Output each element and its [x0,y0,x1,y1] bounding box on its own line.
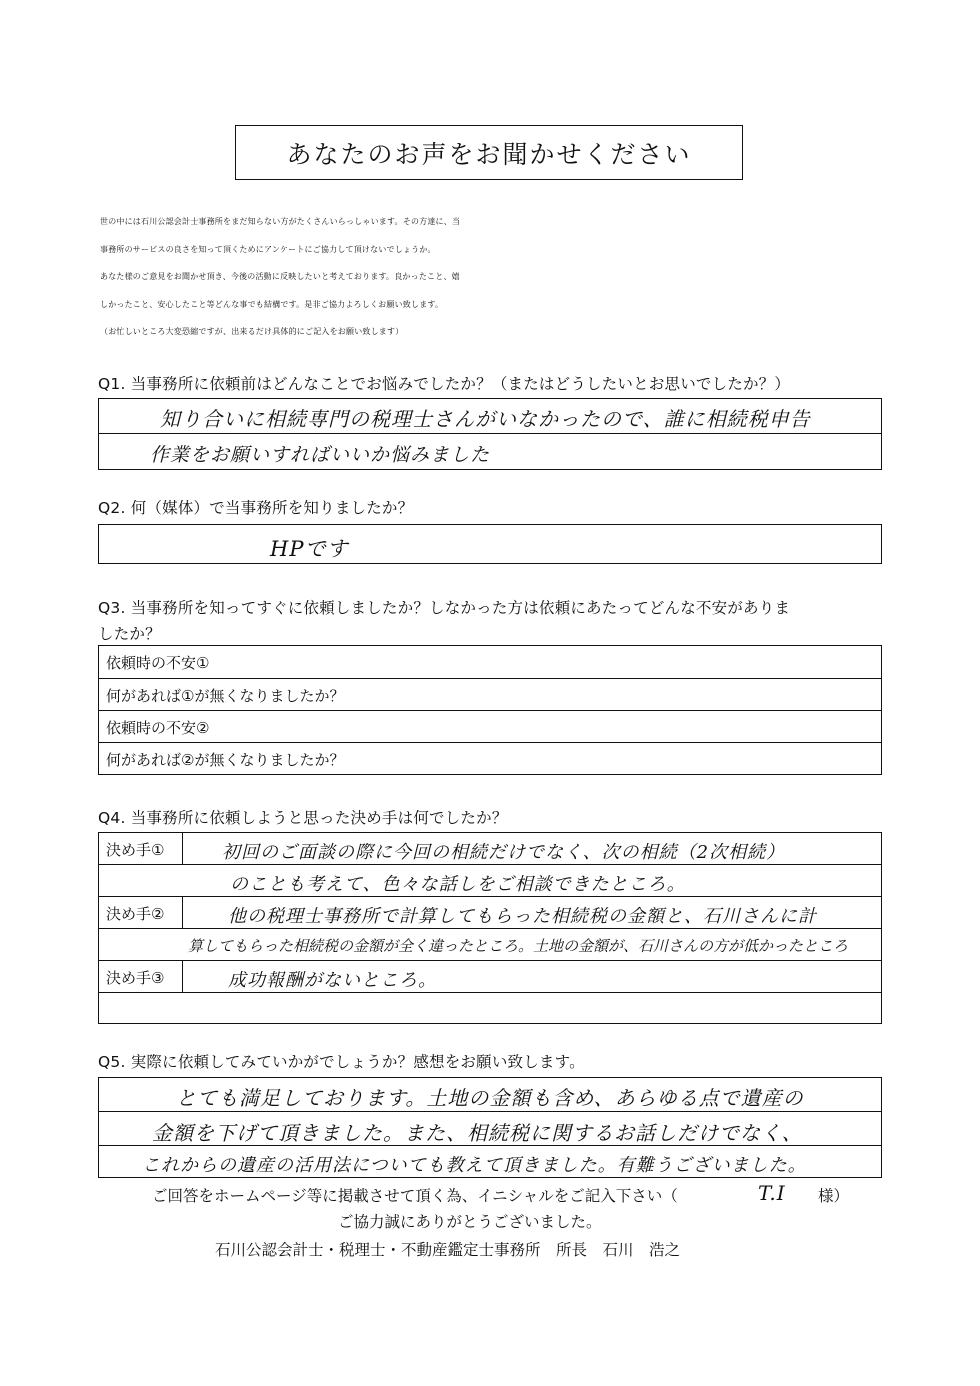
q4-divider [98,928,882,929]
q5-answer-line: これからの遺産の活用法についても教えて頂きました。有難うございました。 [142,1155,807,1176]
q3-row-label: 依頼時の不安① [106,654,210,672]
initial-prompt: ご回答をホームページ等に掲載させて頂く為、イニシャルをご記入下さい（ [152,1187,678,1205]
q4-label: 決め手① [106,841,165,859]
q1-divider [98,433,882,434]
q5-answer-line: 金額を下げて頂きました。また、相続税に関するお話しだけでなく、 [152,1121,803,1145]
q4-divider [98,992,882,993]
q4-answer-line: 成功報酬がないところ。 [228,970,437,991]
q5-question: Q5. 実際に依頼してみていかがでしょうか？感想をお願い致します。 [98,1053,585,1071]
q3-row-label: 何があれば①が無くなりましたか？ [106,687,345,705]
q2-question: Q2. 何（媒体）で当事務所を知りましたか？ [98,499,414,517]
q5-divider [98,1111,882,1112]
q3-question-cont: したか？ [98,625,161,643]
q5-answer-line: とても満足しております。土地の金額も含め、あらゆる点で遺産の [176,1086,804,1110]
q4-label: 決め手② [106,905,165,923]
q3-divider [98,710,882,711]
q3-divider [98,742,882,743]
q1-question: Q1. 当事務所に依頼前はどんなことでお悩みでしたか？（またはどうしたいとお思いでしたか？） [98,375,791,393]
q3-divider [98,678,882,679]
q4-answer-line: 他の税理士事務所で計算してもらった相続税の金額と、石川さんに計 [228,906,817,927]
q4-divider [98,864,882,865]
intro-line: 事務所のサービスの良さを知って頂くためにアンケートにご協力して頂けないでしょうか。 [100,244,436,254]
survey-title: あなたのお声をお聞かせください [235,125,743,180]
q4-label-divider [182,832,183,864]
q4-answer-line: 算してもらった相続税の金額が全く違ったところ。土地の金額が、石川さんの方が低かったところ [188,937,849,955]
q1-answer-line: 作業をお願いすればいいか悩みました [150,444,491,466]
q4-divider [98,896,882,897]
q4-label-divider [182,896,183,928]
intro-text [100,208,900,346]
office-signature: 石川公認会計士・税理士・不動産鑑定士事務所 所長 石川 浩之 [215,1241,681,1259]
q3-row-label: 依頼時の不安② [106,719,210,737]
q4-divider [98,960,882,961]
q4-answer-line: のことも考えて、色々な話しをご相談できたところ。 [230,874,686,895]
thanks-text: ご協力誠にありがとうございました。 [338,1213,602,1231]
intro-line: （お忙しいところ大変恐縮ですが、出来るだけ具体的にご記入をお願い致します） [100,327,404,337]
initial-value[interactable]: T.I [758,1181,786,1205]
q4-question: Q4. 当事務所に依頼しようと思った決め手は何でしたか？ [98,809,508,827]
intro-line: 世の中には石川公認会計士事務所をまだ知らない方がたくさんいらっしゃいます。その方達に、当 [100,217,461,226]
intro-line: しかったこと、安心したこと等どんな事でも結構です。是非ご協力よろしくお願い致します。 [100,299,444,309]
q4-label: 決め手③ [106,969,165,987]
initial-suffix: 様） [818,1187,850,1205]
q3-question: Q3. 当事務所を知ってすぐに依頼しましたか？しなかった方は依頼にあたってどんな不安がありま [98,599,791,617]
q3-row-label: 何があれば②が無くなりましたか？ [106,751,345,769]
q4-answer-line: 初回のご面談の際に今回の相続だけでなく、次の相続（2次相続） [222,842,786,863]
q2-answer-box[interactable] [98,524,882,564]
intro-line: あなた様のご意見をお聞かせ頂き、今後の活動に反映したいと考えております。良かったこと、嬉 [100,272,460,282]
q1-answer-line: 知り合いに相続専門の税理士さんがいなかったので、誰に相続税申告 [160,407,811,431]
q2-answer: HPです [270,537,349,561]
q4-label-divider [182,960,183,992]
